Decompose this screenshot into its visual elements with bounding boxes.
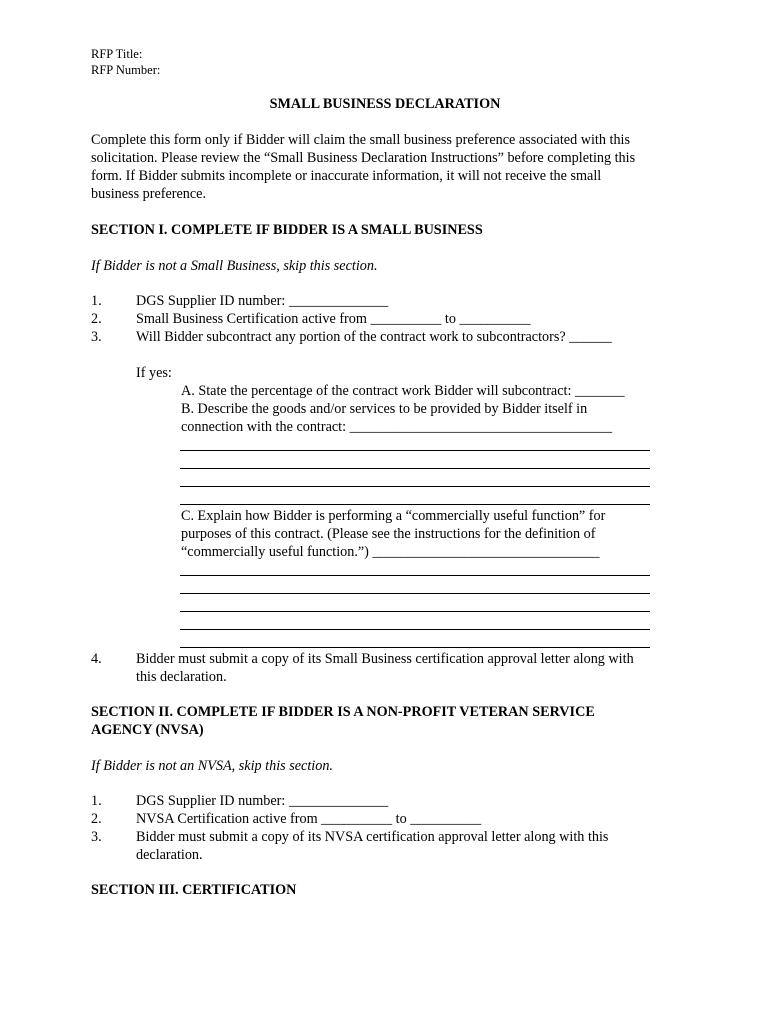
s2-item-2-number: 2. (91, 811, 102, 827)
s1-item-2-number: 2. (91, 311, 102, 327)
s2-item-1-number: 1. (91, 793, 102, 809)
intro-line-3: form. If Bidder submits incomplete or inaccurate information, it will not receive the small (91, 168, 602, 184)
answer-line (180, 629, 650, 630)
s1-item-4-line-2: this declaration. (136, 669, 227, 685)
subitem-c-line-2: purposes of this contract. (Please see the instructions for the definition of (181, 526, 596, 542)
section-2-skip-note: If Bidder is not an NVSA, skip this section. (91, 758, 333, 774)
intro-line-1: Complete this form only if Bidder will claim the small business preference associated with this (91, 132, 631, 148)
answer-line (180, 611, 650, 612)
s1-item-1-number: 1. (91, 293, 102, 309)
answer-line (180, 593, 650, 594)
s1-item-3-number: 3. (91, 329, 102, 345)
subitem-a-text: A. State the percentage of the contract work Bidder will subcontract: _______ (181, 383, 625, 399)
section-2-heading-line-2: AGENCY (NVSA) (91, 722, 204, 738)
s2-item-3-number: 3. (91, 829, 102, 845)
section-1-skip-note: If Bidder is not a Small Business, skip this section. (91, 258, 378, 274)
document-title: SMALL BUSINESS DECLARATION (269, 96, 501, 112)
answer-line (180, 450, 650, 451)
intro-line-4: business preference. (91, 186, 207, 202)
s1-item-2-text: Small Business Certification active from __________ to __________ (136, 311, 531, 327)
s1-item-4-number: 4. (91, 651, 102, 667)
intro-line-2: solicitation. Please review the “Small Business Declaration Instructions” before completing this (91, 150, 636, 166)
section-3-heading: SECTION III. CERTIFICATION (91, 882, 297, 898)
s1-item-3-text: Will Bidder subcontract any portion of the contract work to subcontractors? ______ (136, 329, 612, 345)
rfp-title-label: RFP Title: (91, 47, 143, 61)
subitem-b-line-2: connection with the contract: _____________________________________ (181, 419, 613, 435)
s2-item-2-text: NVSA Certification active from __________ to __________ (136, 811, 482, 827)
section-1-heading: SECTION I. COMPLETE IF BIDDER IS A SMALL BUSINESS (91, 222, 483, 238)
answer-line (180, 468, 650, 469)
answer-line (180, 647, 650, 648)
answer-line (180, 504, 650, 505)
subitem-b-line-1: B. Describe the goods and/or services to be provided by Bidder itself in (181, 401, 588, 417)
subitem-c-line-1: C. Explain how Bidder is performing a “commercially useful function” for (181, 508, 606, 524)
subitem-c-line-3: “commercially useful function.”) ________________________________ (181, 544, 600, 560)
answer-line (180, 486, 650, 487)
s2-item-3-line-1: Bidder must submit a copy of its NVSA certification approval letter along with this (136, 829, 609, 845)
answer-line (180, 575, 650, 576)
s1-item-1-text: DGS Supplier ID number: ______________ (136, 293, 389, 309)
section-2-heading-line-1: SECTION II. COMPLETE IF BIDDER IS A NON-PROFIT VETERAN SERVICE (91, 704, 595, 720)
s1-item-4-line-1: Bidder must submit a copy of its Small Business certification approval letter along with (136, 651, 634, 667)
rfp-number-label: RFP Number: (91, 63, 161, 77)
if-yes-label: If yes: (136, 365, 172, 381)
s2-item-1-text: DGS Supplier ID number: ______________ (136, 793, 389, 809)
s2-item-3-line-2: declaration. (136, 847, 203, 863)
